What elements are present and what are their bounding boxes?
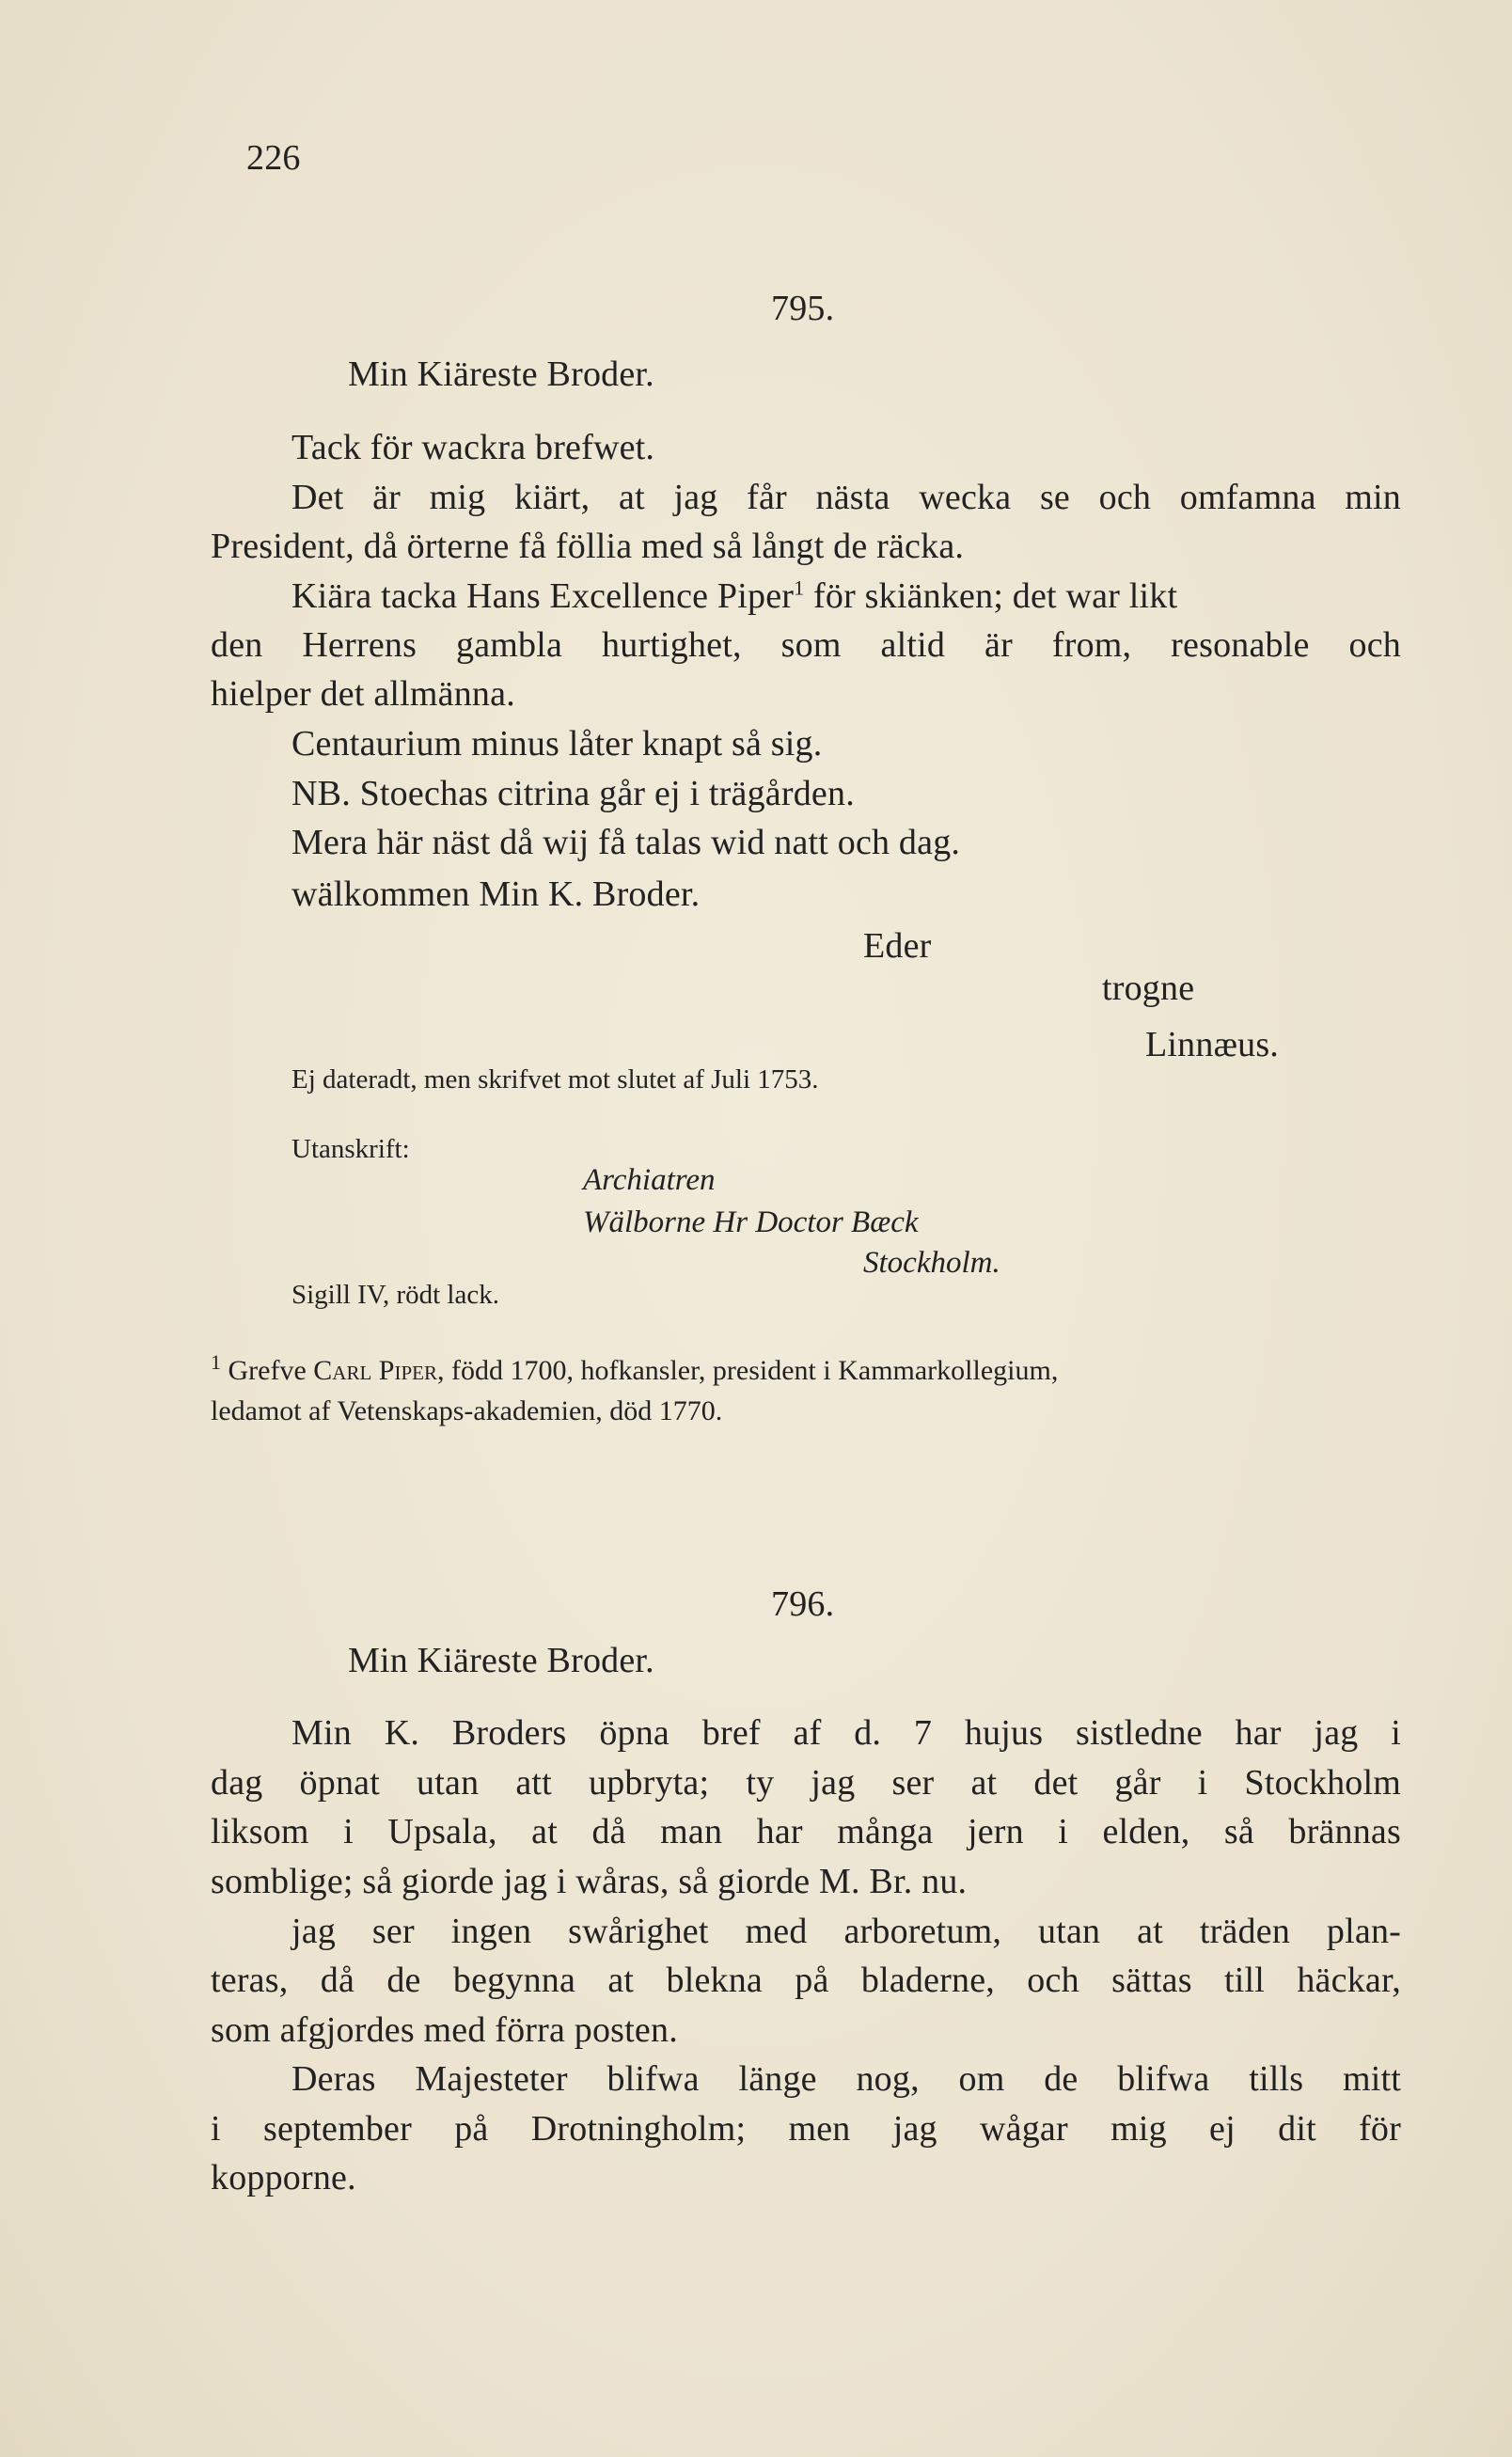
- letter-line: som afgjordes med förra posten.: [211, 2010, 678, 2050]
- footnote-line: ledamot af Vetenskaps-akademien, död 1770.: [211, 1395, 723, 1426]
- letter-number: 796.: [771, 1584, 835, 1624]
- footnote: [211, 1351, 1058, 1391]
- letter-line: Det är mig kiärt, at jag får nästa wecka se och omfamna min: [291, 478, 1401, 517]
- address-line: Stockholm.: [863, 1246, 1000, 1280]
- letter-line: hielper det allmänna.: [211, 674, 515, 714]
- closing-eder: Eder: [863, 926, 932, 966]
- signature-linnaeus: Linnæus.: [1145, 1025, 1280, 1064]
- letter-line: Deras Majesteter blifwa länge nog, om de blifwa tills mitt: [291, 2059, 1401, 2099]
- closing-trogne: trogne: [1102, 969, 1195, 1008]
- address-label: Utanskrift:: [291, 1134, 410, 1164]
- letter-line-part: för skiänken; det war likt: [813, 576, 1178, 616]
- letter-line: i september på Drotningholm; men jag wågar mig ej dit för: [211, 2109, 1401, 2149]
- letter-line: dag öpnat utan att upbryta; ty jag ser at det går i Stockholm: [211, 1763, 1401, 1803]
- date-note: Ej dateradt, men skrifvet mot slutet af Juli 1753.: [291, 1064, 819, 1095]
- page-number: 226: [246, 138, 301, 178]
- letter-line: President, då örterne få föllia med så långt de räcka.: [211, 527, 965, 566]
- footnote-text: , född 1700, hofkansler, president i Kammarkollegium,: [437, 1355, 1059, 1386]
- footnote-name-first: Carl: [313, 1355, 372, 1386]
- letter-line: den Herrens gambla hurtighet, som altid är from, resonable och: [211, 625, 1401, 665]
- letter-line: Mera här näst då wij få talas wid natt och dag.: [291, 823, 961, 862]
- letter-line: jag ser ingen swårighet med arboretum, utan at träden plan-: [291, 1912, 1401, 1951]
- letter-line: wälkommen Min K. Broder.: [291, 874, 701, 914]
- footnote-marker: 1: [211, 1350, 221, 1374]
- letter-line: Centaurium minus låter knapt så sig.: [291, 724, 823, 764]
- letter-line: liksom i Upsala, at då man har många jern i elden, så brännas: [211, 1812, 1401, 1851]
- letter-line: [291, 572, 1177, 621]
- letter-number: 795.: [771, 289, 835, 328]
- letter-line: teras, då de begynna at blekna på bladerne, och sättas till häckar,: [211, 1961, 1401, 2000]
- salutation: Min Kiäreste Broder.: [348, 354, 654, 394]
- letter-line: NB. Stoechas citrina går ej i trägården.: [291, 774, 855, 813]
- letter-line: Tack för wackra brefwet.: [291, 428, 655, 467]
- letter-line-part: Kiära tacka Hans Excellence Piper: [291, 576, 795, 616]
- letter-line: Min K. Broders öpna bref af d. 7 hujus sistledne har jag i: [291, 1713, 1401, 1753]
- salutation: Min Kiäreste Broder.: [348, 1641, 654, 1680]
- address-line: Archiatren: [583, 1163, 716, 1197]
- footnote-reference: 1: [794, 575, 805, 600]
- letter-line: kopporne.: [211, 2158, 356, 2197]
- footnote-text: Grefve: [228, 1355, 307, 1386]
- letter-line: somblige; så giorde jag i wåras, så giorde M. Br. nu.: [211, 1862, 968, 1901]
- seal-note: Sigill IV, rödt lack.: [291, 1280, 499, 1310]
- address-line: Wälborne Hr Doctor Bæck: [583, 1205, 919, 1239]
- footnote-name-last: Piper: [378, 1355, 437, 1386]
